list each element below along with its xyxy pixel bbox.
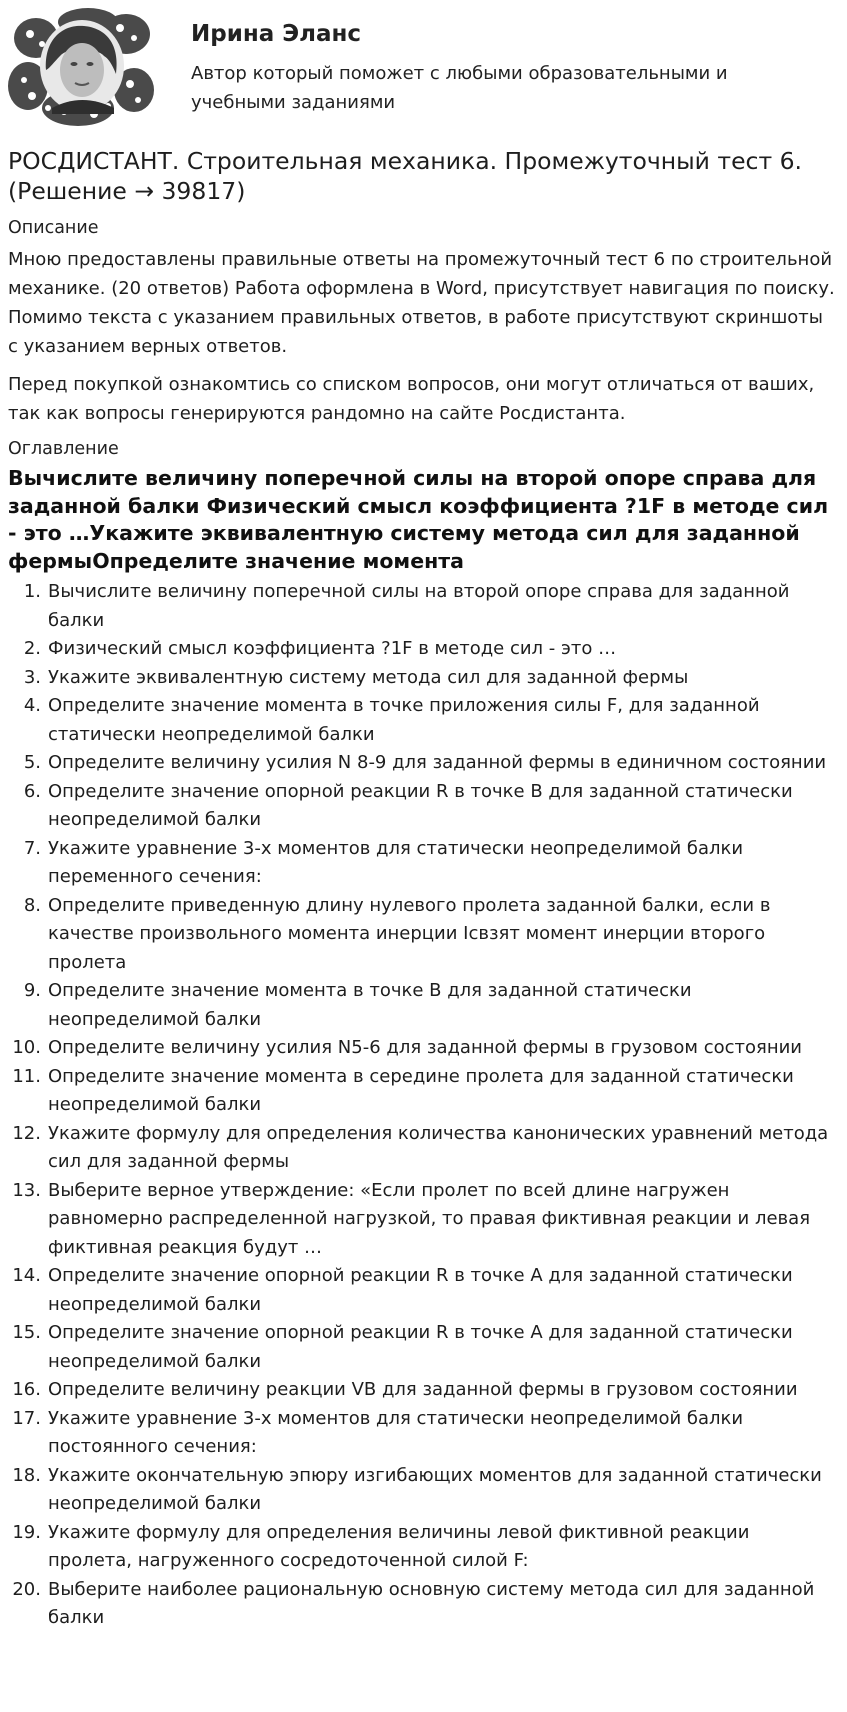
question-number: 7. (23, 837, 41, 859)
toc-label: Оглавление (8, 439, 119, 459)
description-label: Описание (8, 218, 99, 238)
question-item (0, 1519, 838, 1576)
question-number: 13. (12, 1179, 41, 1201)
question-text: Укажите формулу для определения количества канонических уравнений метода сил для заданной фермы (48, 1122, 829, 1172)
question-item (0, 1034, 838, 1063)
question-item (0, 1376, 838, 1405)
page-title: РОСДИСТАНТ. Строительная механика. Промежуточный тест 6. (Решение → 39817) (8, 147, 803, 205)
question-text: Определите значение опорной реакции R в точке B для заданной статически неопределимой балки (48, 780, 793, 830)
question-item (0, 1405, 838, 1462)
question-number: 16. (12, 1379, 41, 1400)
question-item (0, 1462, 838, 1519)
description-paragraph: Мною предоставлены правильные ответы на промежуточный тест 6 по строительной механике. (20 ответов) Работа оформлена в Word, присутствует навигация по поиску. Помимо текста с указанием правильных ответов, в работе присутствуют скриншоты с указанием верных ответов. (8, 249, 835, 357)
question-number: 19. (12, 1521, 41, 1543)
question-item (0, 778, 838, 835)
question-number: 5. (23, 752, 41, 773)
question-list (0, 578, 847, 1633)
description-paragraph: Перед покупкой ознакомтись со списком вопросов, они могут отличаться от ваших, так как вопросы генерируются рандомно на сайте Росдистанта. (8, 374, 815, 424)
question-item (0, 692, 838, 749)
question-text: Укажите формулу для определения величины левой фиктивной реакции пролета, нагруженного сосредоточенной силой F: (48, 1521, 750, 1571)
author-name[interactable]: Ирина Эланс (191, 21, 362, 47)
question-item (0, 1063, 838, 1120)
question-number: 18. (12, 1464, 41, 1486)
question-text: Определите значение момента в середине пролета для заданной статически неопределимой балки (48, 1065, 794, 1115)
question-text: Выберите верное утверждение: «Если пролет по всей длине нагружен равномерно распределенной нагрузкой, то правая фиктивная реакции и левая фиктивная реакция будут … (48, 1179, 811, 1258)
question-text: Укажите уравнение 3-х моментов для статически неопределимой балки постоянного сечения: (48, 1407, 744, 1457)
question-number: 1. (23, 581, 41, 602)
question-text: Определите значение опорной реакции R в точке A для заданной статически неопределимой балки (48, 1322, 793, 1372)
question-number: 12. (12, 1122, 41, 1144)
question-item (0, 749, 838, 778)
question-number: 6. (23, 780, 41, 802)
question-number: 3. (23, 666, 41, 688)
question-item (0, 1319, 838, 1376)
question-item (0, 977, 838, 1034)
author-card (8, 8, 838, 128)
question-number: 15. (12, 1322, 41, 1343)
question-text: Определите значение момента в точке приложения силы F, для заданной статически неопределимой балки (48, 695, 760, 745)
toc-heading: Вычислите величину поперечной силы на второй опоре справа для заданной балки Физический смысл коэффициента ?1F в методе сил - это …Укажите эквивалентную систему метода сил для заданной фермыОпределите значение момента (8, 466, 829, 573)
question-text: Определите значение момента в точке B для заданной статически неопределимой балки (48, 980, 692, 1030)
question-text: Определите величину усилия N 8-9 для заданной фермы в единичном состоянии (48, 752, 827, 773)
question-item (0, 1120, 838, 1177)
question-text: Выберите наиболее рациональную основную систему метода сил для заданной балки (48, 1578, 815, 1628)
question-item (0, 1576, 838, 1633)
avatar[interactable] (8, 8, 156, 126)
question-text: Вычислите величину поперечной силы на второй опоре справа для заданной балки (48, 581, 790, 631)
question-text: Определите величину реакции VB для заданной фермы в грузовом состоянии (48, 1379, 798, 1400)
question-number: 17. (12, 1407, 41, 1429)
question-item (0, 635, 838, 664)
question-text: Укажите эквивалентную систему метода сил для заданной фермы (48, 666, 689, 688)
question-text: Укажите уравнение 3-х моментов для статически неопределимой балки переменного сечения: (48, 837, 744, 887)
question-number: 2. (23, 638, 41, 659)
question-text: Определите значение опорной реакции R в точке A для заданной статически неопределимой балки (48, 1265, 793, 1315)
question-item (0, 1177, 838, 1263)
question-item (0, 892, 838, 978)
question-item (0, 835, 838, 892)
question-text: Определите приведенную длину нулевого пролета заданной балки, если в качестве произвольного момента инерции Iсвзят момент инерции второго пролета (48, 894, 771, 973)
question-number: 14. (12, 1265, 41, 1286)
question-number: 11. (12, 1065, 41, 1087)
question-number: 8. (23, 894, 41, 916)
question-number: 20. (12, 1578, 41, 1600)
question-item (0, 664, 838, 693)
question-number: 9. (23, 980, 41, 1001)
question-text: Укажите окончательную эпюру изгибающих моментов для заданной статически неопределимой балки (48, 1464, 822, 1514)
question-text: Определите величину усилия N5-6 для заданной фермы в грузовом состоянии (48, 1037, 803, 1058)
author-description: Автор который поможет с любыми образовательными и учебными заданиями (191, 63, 728, 113)
question-text: Физический смысл коэффициента ?1F в методе сил - это … (48, 638, 617, 659)
question-item (0, 1262, 838, 1319)
question-item (0, 578, 838, 635)
question-number: 4. (23, 695, 41, 716)
question-number: 10. (12, 1037, 41, 1058)
avatar-image (8, 8, 156, 126)
